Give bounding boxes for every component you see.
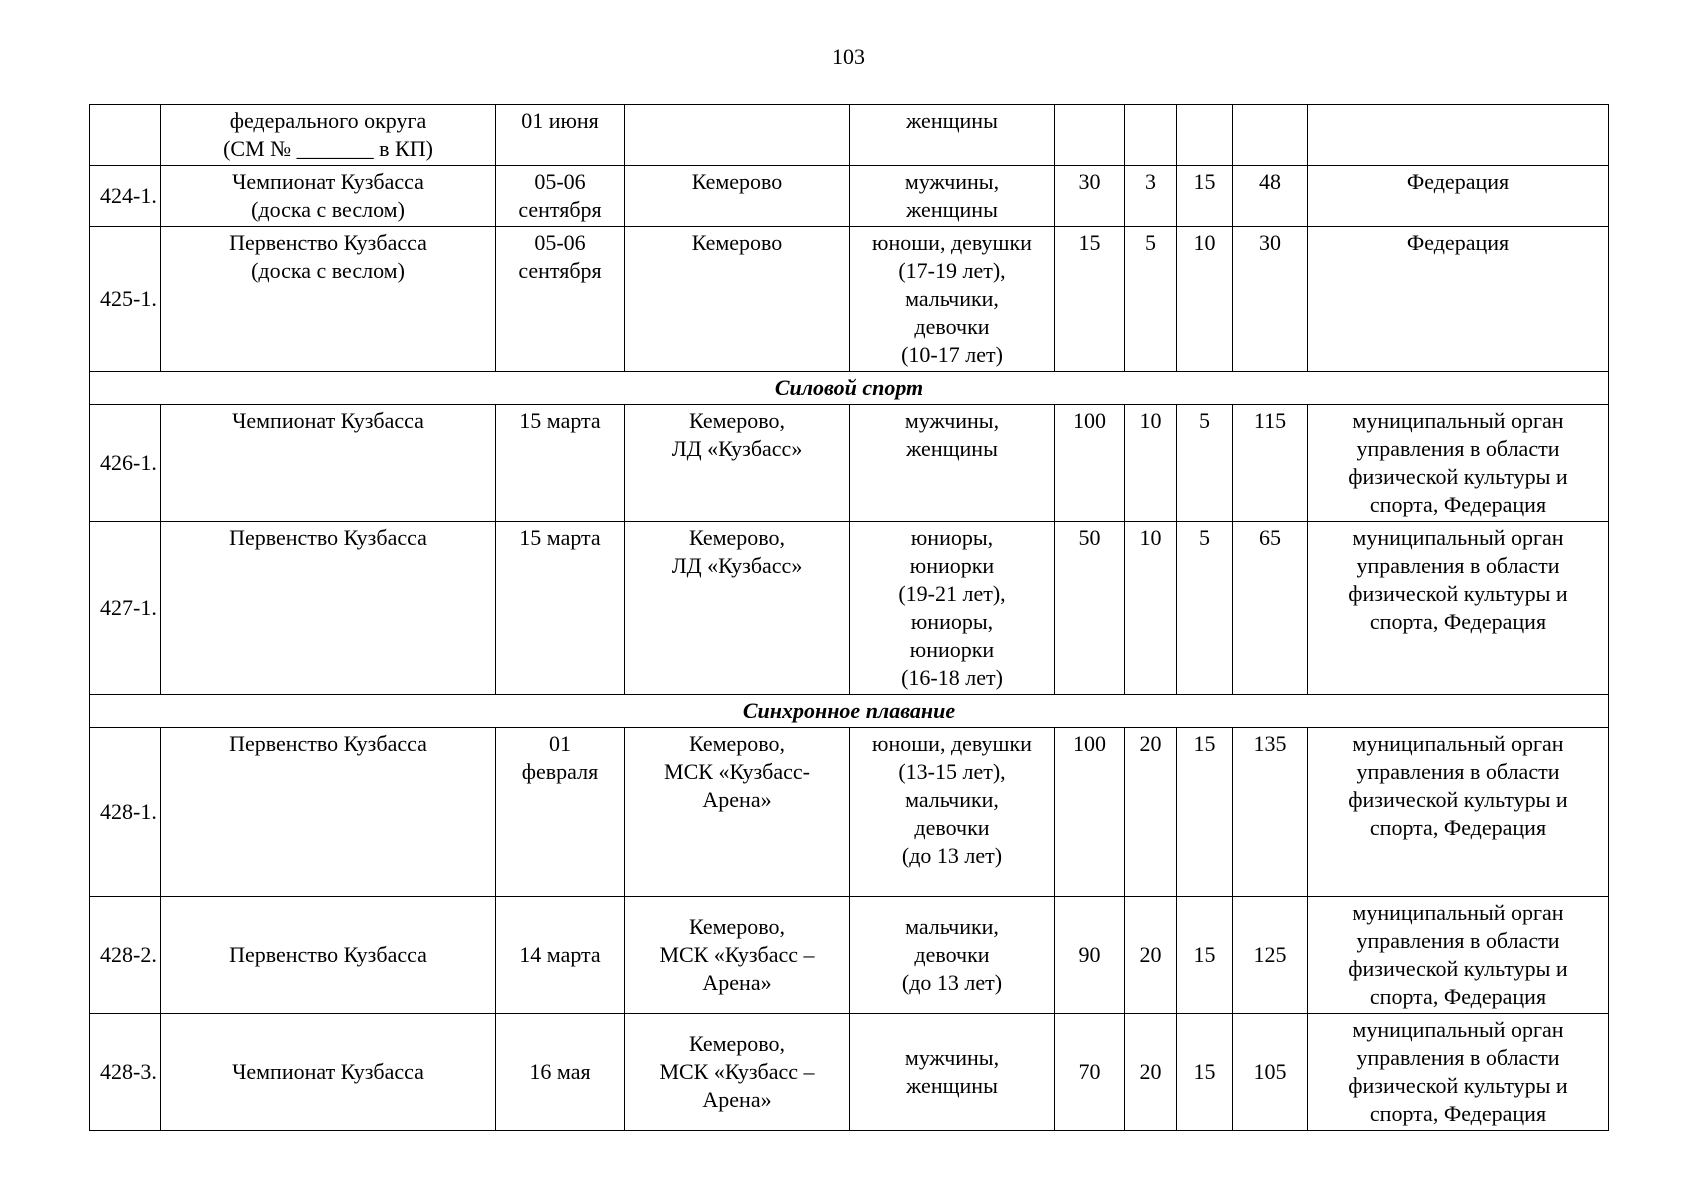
event-date <box>496 227 625 372</box>
event-organizer-line: управления в области <box>1356 928 1560 953</box>
event-participants <box>850 728 1055 897</box>
event-number <box>90 728 161 897</box>
count-col-2 <box>1125 1014 1177 1131</box>
event-participants-line: (13-15 лет), <box>898 759 1006 784</box>
event-date-line: 05-06 <box>534 230 586 255</box>
event-place-line: Кемерово, <box>688 914 786 939</box>
table-row <box>90 105 1609 166</box>
event-organizer-line: управления в области <box>1356 1045 1560 1070</box>
event-name <box>161 897 496 1014</box>
count-total <box>1233 897 1308 1014</box>
event-participants-line: мальчики, <box>905 914 999 939</box>
event-name <box>161 405 496 522</box>
event-number-line: 428-3. <box>100 1059 157 1084</box>
event-participants-line: юниоры, <box>910 609 994 634</box>
event-date-line: 14 марта <box>519 942 601 967</box>
event-participants-line: девочки <box>914 815 990 840</box>
count-total-line: 105 <box>1253 1059 1287 1084</box>
event-organizer-line: физической культуры и <box>1348 464 1568 489</box>
count-col-2 <box>1125 227 1177 372</box>
event-place-line: Арена» <box>702 1087 772 1112</box>
event-organizer-line: управления в области <box>1356 759 1560 784</box>
count-col-1-line: 50 <box>1078 525 1101 550</box>
event-name-line: Первенство Кузбасса <box>229 942 427 967</box>
count-col-3 <box>1177 166 1233 227</box>
event-place-line: МСК «Кузбасс – <box>659 942 815 967</box>
event-organizer <box>1308 1014 1609 1131</box>
event-number <box>90 522 161 695</box>
event-name-line: (доска с веслом) <box>251 258 405 283</box>
event-date-line: сентября <box>518 258 602 283</box>
event-place-line: Кемерово <box>691 230 783 255</box>
count-col-2 <box>1125 166 1177 227</box>
event-place <box>625 522 850 695</box>
count-col-1-line: 70 <box>1078 1059 1101 1084</box>
event-name-line: Первенство Кузбасса <box>229 525 427 550</box>
event-participants-line: женщины <box>906 1073 998 1098</box>
event-date-line: 05-06 <box>534 169 586 194</box>
count-col-3-line: 10 <box>1193 230 1216 255</box>
event-place-line: Кемерово, <box>688 1031 786 1056</box>
count-col-2-line: 10 <box>1139 525 1162 550</box>
event-organizer-line: спорта, Федерация <box>1369 815 1547 840</box>
event-date-line: февраля <box>521 759 599 784</box>
event-name-line: Первенство Кузбасса <box>229 230 427 255</box>
event-number-line: 428-2. <box>100 942 157 967</box>
event-date-line: 01 июня <box>521 108 599 133</box>
event-place <box>625 728 850 897</box>
event-place-line: Кемерово, <box>688 525 786 550</box>
count-col-1-line: 90 <box>1078 942 1101 967</box>
event-participants-line: (17-19 лет), <box>898 258 1006 283</box>
event-participants-line: женщины <box>906 197 998 222</box>
count-col-1 <box>1055 405 1125 522</box>
count-total-line: 30 <box>1259 230 1281 255</box>
event-organizer-line: Федерация <box>1406 169 1510 194</box>
event-participants-line: (19-21 лет), <box>898 581 1006 606</box>
count-total <box>1233 166 1308 227</box>
event-number-line: 424-1. <box>100 183 157 208</box>
table-row <box>90 227 1609 372</box>
count-col-3 <box>1177 1014 1233 1131</box>
event-date-line: 01 <box>549 731 571 756</box>
count-col-2 <box>1125 105 1177 166</box>
event-participants-line: женщины <box>906 108 998 133</box>
event-participants-line: (до 13 лет) <box>901 970 1003 995</box>
event-place-line: ЛД «Кузбасс» <box>671 553 803 578</box>
count-col-2 <box>1125 897 1177 1014</box>
event-date <box>496 405 625 522</box>
count-col-2-line: 3 <box>1145 169 1156 194</box>
count-col-3 <box>1177 522 1233 695</box>
count-col-1 <box>1055 522 1125 695</box>
section-title <box>90 372 1609 405</box>
event-participants-line: (16-18 лет) <box>901 665 1003 690</box>
event-date <box>496 166 625 227</box>
count-col-3 <box>1177 728 1233 897</box>
event-date <box>496 522 625 695</box>
event-place-line: Арена» <box>702 787 772 812</box>
table-row <box>90 1014 1609 1131</box>
event-organizer-line: спорта, Федерация <box>1369 1101 1547 1126</box>
count-col-3-line: 15 <box>1193 1059 1216 1084</box>
count-col-1-line: 30 <box>1078 169 1101 194</box>
event-place-line: Кемерово, <box>688 408 786 433</box>
count-total-line: 65 <box>1259 525 1281 550</box>
event-number-line: 425-1. <box>100 286 157 311</box>
event-place <box>625 897 850 1014</box>
event-organizer-line: физической культуры и <box>1348 787 1568 812</box>
event-place <box>625 105 850 166</box>
count-col-2-line: 20 <box>1139 731 1162 756</box>
section-title <box>90 695 1609 728</box>
event-participants-line: мальчики, <box>905 787 999 812</box>
count-col-3 <box>1177 227 1233 372</box>
event-participants-line: мужчины, <box>904 1045 1000 1070</box>
event-number-line: 426-1. <box>100 450 157 475</box>
event-name <box>161 1014 496 1131</box>
event-place-line: Арена» <box>702 970 772 995</box>
event-participants <box>850 105 1055 166</box>
event-name-line: (доска с веслом) <box>251 197 405 222</box>
event-participants-line: юниорки <box>909 553 995 578</box>
count-total <box>1233 728 1308 897</box>
page-number: 103 <box>832 44 865 69</box>
event-place-line: Кемерово, <box>688 731 786 756</box>
event-participants <box>850 227 1055 372</box>
event-organizer <box>1308 728 1609 897</box>
event-organizer-line: управления в области <box>1356 436 1560 461</box>
count-col-2-line: 10 <box>1139 408 1162 433</box>
count-total <box>1233 105 1308 166</box>
count-col-3-line: 15 <box>1193 942 1216 967</box>
event-place-line: ЛД «Кузбасс» <box>671 436 803 461</box>
event-place <box>625 166 850 227</box>
event-organizer <box>1308 897 1609 1014</box>
event-organizer-line: муниципальный орган <box>1352 408 1564 433</box>
event-participants-line: девочки <box>914 314 990 339</box>
event-participants-line: (10-17 лет) <box>901 342 1003 367</box>
count-total-line: 135 <box>1253 731 1287 756</box>
count-col-1-line: 100 <box>1073 408 1106 433</box>
event-participants-line: мужчины, <box>904 408 1000 433</box>
event-name-line: (СМ № _______ в КП) <box>223 136 433 161</box>
table-row <box>90 522 1609 695</box>
section-title-line: Синхронное плавание <box>742 698 956 723</box>
event-organizer-line: муниципальный орган <box>1352 1017 1564 1042</box>
event-date-line: сентября <box>518 197 602 222</box>
count-col-3-line: 5 <box>1199 525 1210 550</box>
event-organizer <box>1308 166 1609 227</box>
event-date-line: 15 марта <box>519 408 601 433</box>
count-col-1 <box>1055 227 1125 372</box>
count-total <box>1233 405 1308 522</box>
event-organizer-line: Федерация <box>1406 230 1510 255</box>
event-organizer-line: муниципальный орган <box>1352 900 1564 925</box>
count-col-2-line: 20 <box>1139 942 1162 967</box>
event-name <box>161 227 496 372</box>
event-date-line: 16 мая <box>529 1059 591 1084</box>
event-organizer-line: спорта, Федерация <box>1369 984 1547 1009</box>
event-participants <box>850 897 1055 1014</box>
count-col-2-line: 5 <box>1145 230 1156 255</box>
event-date <box>496 897 625 1014</box>
count-col-1 <box>1055 1014 1125 1131</box>
event-number <box>90 897 161 1014</box>
event-number <box>90 227 161 372</box>
count-total-line: 125 <box>1253 942 1287 967</box>
event-organizer <box>1308 522 1609 695</box>
event-name <box>161 105 496 166</box>
event-participants <box>850 166 1055 227</box>
event-number <box>90 166 161 227</box>
count-col-3-line: 15 <box>1193 169 1216 194</box>
section-title-line: Силовой спорт <box>774 375 924 400</box>
event-organizer <box>1308 105 1609 166</box>
count-col-2 <box>1125 405 1177 522</box>
event-participants-line: юниоры, <box>910 525 994 550</box>
event-name <box>161 522 496 695</box>
event-place-line: Кемерово <box>691 169 783 194</box>
event-participants <box>850 1014 1055 1131</box>
event-organizer-line: спорта, Федерация <box>1369 609 1547 634</box>
event-number-line: 427-1. <box>100 595 157 620</box>
event-name-line: федерального округа <box>229 108 427 133</box>
count-col-2-line: 20 <box>1139 1059 1162 1084</box>
event-place <box>625 405 850 522</box>
event-participants-line: юноши, девушки <box>872 230 1032 255</box>
event-participants-line: мальчики, <box>905 286 999 311</box>
event-participants-line: девочки <box>914 942 990 967</box>
event-organizer <box>1308 227 1609 372</box>
event-organizer <box>1308 405 1609 522</box>
event-participants-line: женщины <box>906 436 998 461</box>
count-col-3-line: 5 <box>1199 408 1210 433</box>
count-col-1 <box>1055 897 1125 1014</box>
count-col-1 <box>1055 728 1125 897</box>
table-row <box>90 405 1609 522</box>
event-date-line: 15 марта <box>519 525 601 550</box>
event-place-line: МСК «Кузбасс- <box>664 759 810 784</box>
table-row <box>90 166 1609 227</box>
event-name-line: Чемпионат Кузбасса <box>232 169 424 194</box>
event-date <box>496 1014 625 1131</box>
event-organizer-line: управления в области <box>1356 553 1560 578</box>
count-total <box>1233 227 1308 372</box>
section-row <box>90 695 1609 728</box>
event-name-line: Чемпионат Кузбасса <box>232 1059 424 1084</box>
event-date <box>496 105 625 166</box>
count-col-1 <box>1055 105 1125 166</box>
count-col-2 <box>1125 728 1177 897</box>
event-name <box>161 728 496 897</box>
event-date <box>496 728 625 897</box>
table-row <box>90 728 1609 897</box>
event-organizer-line: муниципальный орган <box>1352 731 1564 756</box>
event-number <box>90 105 161 166</box>
event-organizer-line: муниципальный орган <box>1352 525 1564 550</box>
count-total-line: 48 <box>1259 169 1281 194</box>
event-name-line: Первенство Кузбасса <box>229 731 427 756</box>
count-total <box>1233 1014 1308 1131</box>
event-name-line: Чемпионат Кузбасса <box>232 408 424 433</box>
count-col-3-line: 15 <box>1193 731 1216 756</box>
event-name <box>161 166 496 227</box>
event-place-line: МСК «Кузбасс – <box>659 1059 815 1084</box>
count-col-1-line: 100 <box>1073 731 1106 756</box>
event-organizer-line: спорта, Федерация <box>1369 492 1547 517</box>
event-place <box>625 1014 850 1131</box>
count-total-line: 115 <box>1253 408 1287 433</box>
count-col-3 <box>1177 897 1233 1014</box>
event-number-line: 428-1. <box>100 799 157 824</box>
event-organizer-line: физической культуры и <box>1348 581 1568 606</box>
event-organizer-line: физической культуры и <box>1348 1073 1568 1098</box>
count-col-3 <box>1177 105 1233 166</box>
event-place <box>625 227 850 372</box>
events-table-body <box>90 105 1609 1131</box>
event-participants-line: юноши, девушки <box>872 731 1032 756</box>
event-participants-line: (до 13 лет) <box>901 843 1003 868</box>
count-col-1-line: 15 <box>1078 230 1101 255</box>
event-number <box>90 1014 161 1131</box>
event-participants-line: мужчины, <box>904 169 1000 194</box>
event-participants-line: юниорки <box>909 637 995 662</box>
count-col-3 <box>1177 405 1233 522</box>
event-participants <box>850 522 1055 695</box>
event-number <box>90 405 161 522</box>
count-total <box>1233 522 1308 695</box>
event-organizer-line: физической культуры и <box>1348 956 1568 981</box>
table-row <box>90 897 1609 1014</box>
section-row <box>90 372 1609 405</box>
events-table <box>89 104 1609 1131</box>
count-col-1 <box>1055 166 1125 227</box>
count-col-2 <box>1125 522 1177 695</box>
event-participants <box>850 405 1055 522</box>
